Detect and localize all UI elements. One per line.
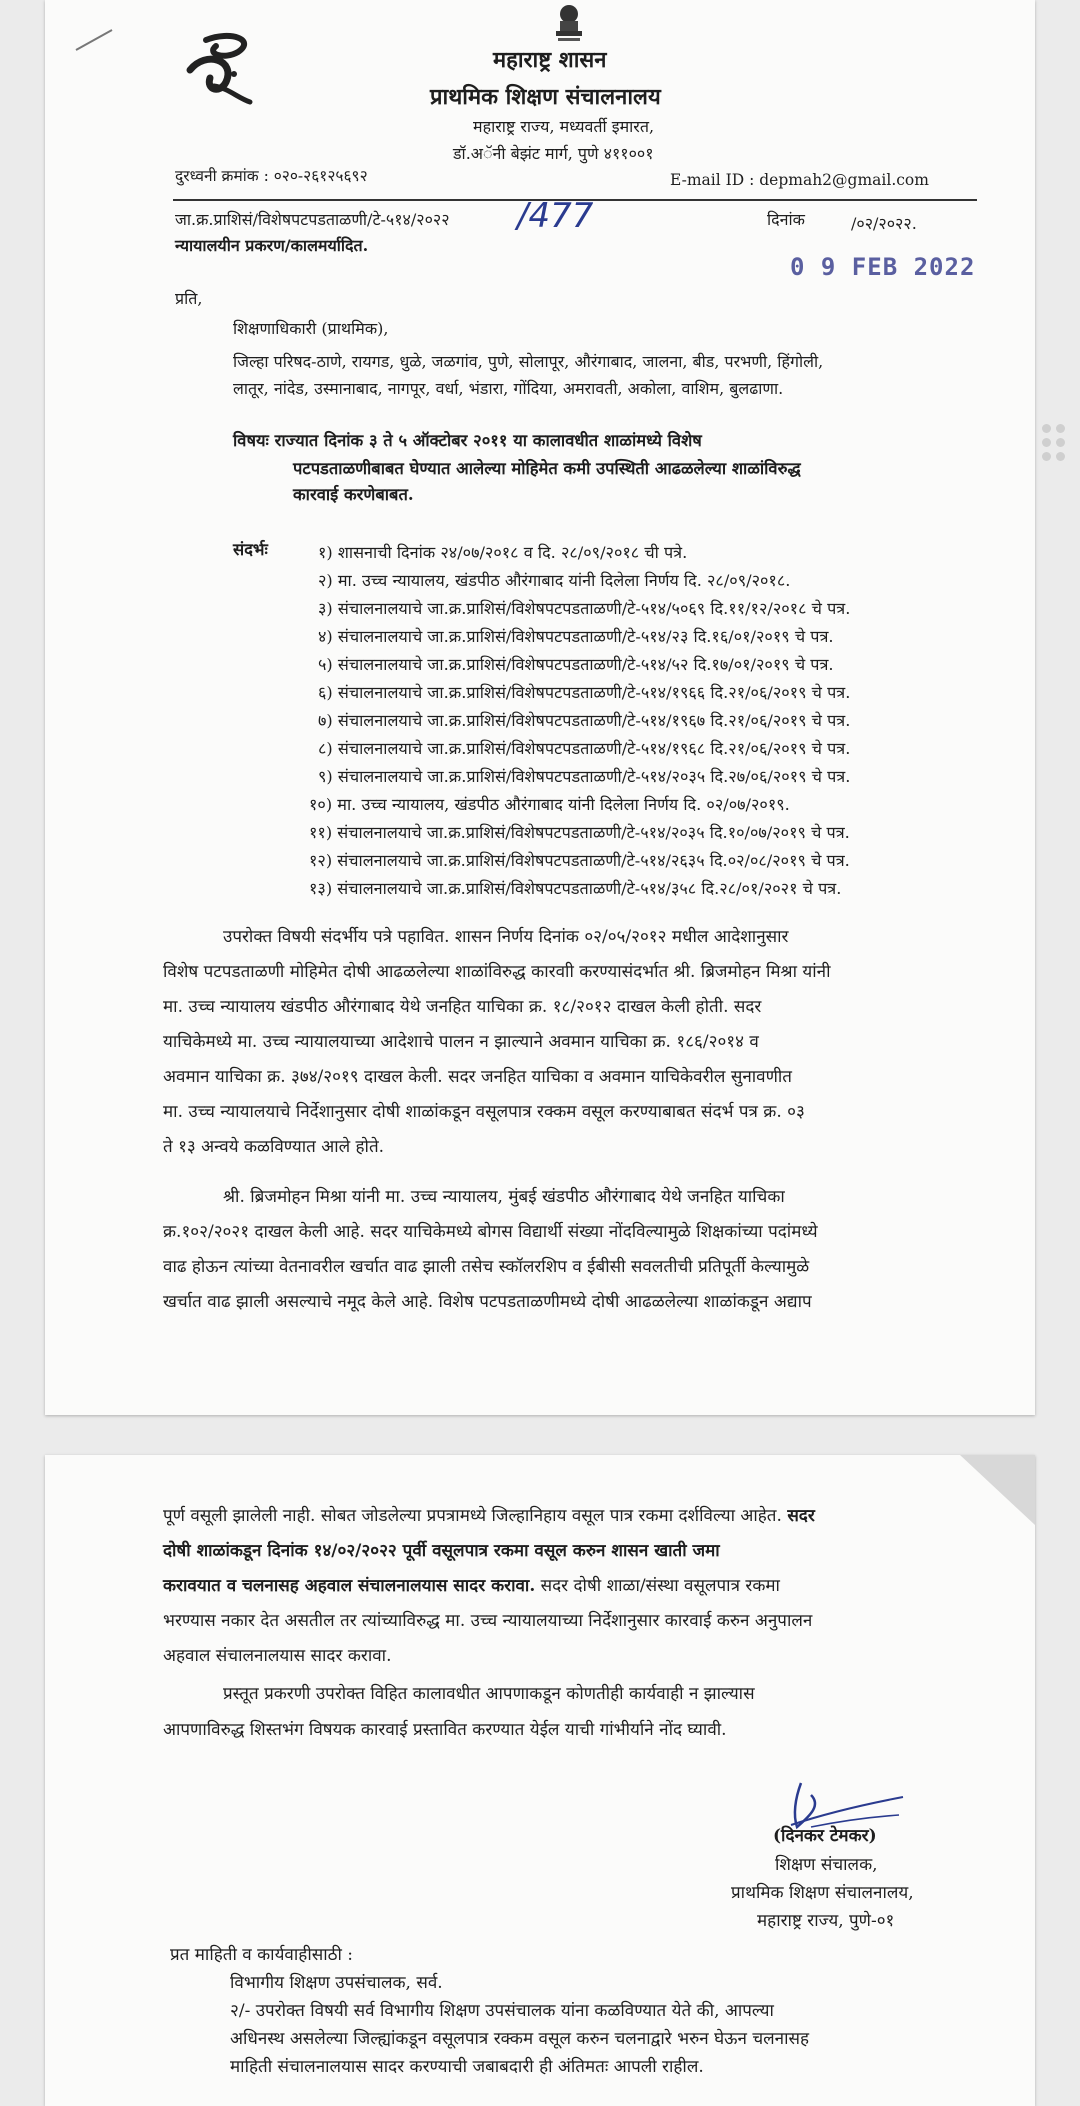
para1-line: उपरोक्त विषयी संदर्भीय पत्रे पहावित. शासन निर्णय दिनांक ०२/०५/२०१२ मधील आदेशानुसार <box>223 927 789 947</box>
reference-item: १२) संचालनालयाचे जा.क्र.प्राशिसं/विशेषपटपडताळणी/टे-५१४/२६३५ दि.०२/०८/२०१९ चे पत्र. <box>309 851 850 870</box>
reference-item: ११) संचालनालयाचे जा.क्र.प्राशिसं/विशेषपटपडताळणी/टे-५१४/२०३५ दि.१०/०७/२०१९ चे पत्र. <box>309 823 850 842</box>
copy-note-line: २/- उपरोक्त विषयी सर्व विभागीय शिक्षण उपसंचालक यांना कळविण्यात येते की, आपल्या <box>230 2001 774 2021</box>
para3-text: पूर्ण वसूली झालेली नाही. सोबत जोडलेल्या प्रपत्रामध्ये जिल्हानिहाय वसूल पात्र रकमा दर्शविल्या आहेत. <box>163 1506 782 1526</box>
para3-text: सदर दोषी शाळा/संस्था वसूलपात्र रकमा <box>540 1576 780 1596</box>
reference-item: ४) संचालनालयाचे जा.क्र.प्राशिसं/विशेषपटपडताळणी/टे-५१४/२३ दि.१६/०१/२०१९ चे पत्र. <box>318 627 834 646</box>
para1-line: विशेष पटपडताळणी मोहिमेत दोषी आढळलेल्या शाळांविरुद्ध कारवाी करण्यासंदर्भात श्री. ब्रिजमोहन मिश्रा यांनी <box>163 962 831 982</box>
subject-line-2: पटपडताळणीबाबत घेण्यात आलेल्या मोहिमेत कमी उपस्थिती आढळलेल्या शाळांविरुद्ध <box>293 459 801 478</box>
office-title: प्राथमिक शिक्षण संचालनालय <box>430 84 661 110</box>
reference-item: ३) संचालनालयाचे जा.क्र.प्राशिसं/विशेषपटपडताळणी/टे-५१४/५०६९ दि.११/१२/२०१८ चे पत्र. <box>318 599 851 618</box>
to-label: प्रति, <box>175 289 203 308</box>
para4-line: प्रस्तूत प्रकरणी उपरोक्त विहित कालावधीत आपणाकडून कोणतीही कार्यवाही न झाल्यास <box>223 1684 755 1704</box>
reference-item: ९) संचालनालयाचे जा.क्र.प्राशिसं/विशेषपटपडताळणी/टे-५१४/२०३५ दि.२७/०६/२०१९ चे पत्र. <box>318 767 851 786</box>
received-date-stamp: 0 9 FEB 2022 <box>790 253 976 281</box>
signatory-title: शिक्षण संचालक, <box>775 1855 878 1875</box>
para3-bold-text: करावयात व चलनासह अहवाल संचालनालयास सादर करावा. <box>163 1576 536 1596</box>
para1-line: मा. उच्च न्यायालय खंडपीठ औरंगाबाद येथे जनहित याचिका क्र. १८/२०१२ दाखल केली होती. सदर <box>163 997 762 1017</box>
date-value: /०२/२०२२. <box>851 214 917 233</box>
address-line-2: डॉ.अॅनी बेझंट मार्ग, पुणे ४११००१ <box>453 144 654 163</box>
para1-line: मा. उच्च न्यायालयाचे निर्देशानुसार दोषी शाळांकडून वसूलपात्र रक्कम वसूल करण्याबाबत संदर्भ पत्र क्र. ०३ <box>163 1102 805 1122</box>
para3-line <box>163 1573 780 1596</box>
subject-line-3: कारवाई करणेबाबत. <box>293 485 414 504</box>
scan-mark-icon <box>72 24 118 54</box>
para1-line: याचिकेमध्ये मा. उच्च न्यायालयाच्या आदेशाचे पालन न झाल्याने अवमान याचिका क्र. १८६/२०१४ व <box>163 1032 759 1052</box>
copy-recipient: विभागीय शिक्षण उपसंचालक, सर्व. <box>230 1973 443 1993</box>
para2-line: वाढ होऊन त्यांच्या वेतनावरील खर्चात वाढ झाली तसेच स्कॉलरशिप व ईबीसी सवलतीची प्रतिपूर्ती केल्यामुळे <box>163 1257 810 1277</box>
para2-line: खर्चात वाढ झाली असल्याचे नमूद केले आहे. विशेष पटपडताळणीमध्ये दोषी आढळलेल्या शाळांकडून अद्याप <box>163 1292 812 1312</box>
recipient-line-3: लातूर, नांदेड, उस्मानाबाद, नागपूर, वर्धा, भंडारा, गोंदिया, अमरावती, अकोला, वाशिम, बुलढाणा. <box>233 379 784 398</box>
copy-label: प्रत माहिती व कार्यवाहीसाठी : <box>170 1945 354 1965</box>
handwritten-inward-number: /477 <box>517 196 594 236</box>
para3-line: अहवाल संचालनालयास सादर करावा. <box>163 1646 392 1666</box>
recipient-line-1: शिक्षणाधिकारी (प्राथमिक), <box>233 319 389 338</box>
para3-line-bold: दोषी शाळांकडून दिनांक १४/०२/२०२२ पूर्वी वसूलपात्र रकमा वसूल करुन शासन खाती जमा <box>163 1541 720 1561</box>
reference-item: ८) संचालनालयाचे जा.क्र.प्राशिसं/विशेषपटपडताळणी/टे-५१४/१९६८ दि.२१/०६/२०१९ चे पत्र. <box>318 739 851 758</box>
para3-bold-text: सदर <box>787 1506 815 1526</box>
references-label: संदर्भः <box>233 540 268 559</box>
reference-number: जा.क्र.प्राशिसं/विशेषपटपडताळणी/टे-५१४/२०२२ <box>175 210 450 229</box>
drag-handle-icon[interactable] <box>1042 424 1072 474</box>
reference-item: ७) संचालनालयाचे जा.क्र.प्राशिसं/विशेषपटपडताळणी/टे-५१४/१९६७ दि.२१/०६/२०१९ चे पत्र. <box>318 711 851 730</box>
signatory-place: महाराष्ट्र राज्य, पुणे-०१ <box>757 1911 895 1931</box>
govt-title: महाराष्ट्र शासन <box>493 47 607 73</box>
reference-item: ६) संचालनालयाचे जा.क्र.प्राशिसं/विशेषपटपडताळणी/टे-५१४/१९६६ दि.२१/०६/२०१९ चे पत्र. <box>318 683 851 702</box>
para3-line: भरण्यास नकार देत असतील तर त्यांच्याविरुद्ध मा. उच्च न्यायालयाच्या निर्देशानुसार कारवाई करुन अनुपालन <box>163 1611 813 1631</box>
email-id: E-mail ID : depmah2@gmail.com <box>670 171 929 189</box>
date-label: दिनांक <box>767 210 805 229</box>
para1-line: अवमान याचिका क्र. ३७४/२०१९ दाखल केली. सदर जनहित याचिका व अवमान याचिकेवरील सुनावणीत <box>163 1067 793 1087</box>
para3-line <box>163 1503 815 1526</box>
national-emblem-icon <box>548 2 590 46</box>
document-page-1 <box>45 0 1035 1415</box>
reference-item: १३) संचालनालयाचे जा.क्र.प्राशिसं/विशेषपटपडताळणी/टे-५१४/३५८ दि.२८/०१/२०२१ चे पत्र. <box>309 879 842 898</box>
document-page-2 <box>45 1455 1035 2106</box>
address-line-1: महाराष्ट्र राज्य, मध्यवर्ती इमारत, <box>473 117 655 136</box>
department-logo <box>176 30 286 110</box>
para2-line: क्र.१०२/२०२१ दाखल केली आहे. सदर याचिकेमध्ये बोगस विद्यार्थी संख्या नोंदविल्यामुळे शिक्षकांच्या पदांमध्ये <box>163 1222 818 1242</box>
subject-line-1: विषयः राज्यात दिनांक ३ ते ५ ऑक्टोबर २०११ या कालावधीत शाळांमध्ये विशेष <box>233 431 702 450</box>
reference-item: ५) संचालनालयाचे जा.क्र.प्राशिसं/विशेषपटपडताळणी/टे-५१४/५२ दि.१७/०१/२०१९ चे पत्र. <box>318 655 834 674</box>
reference-item: १०) मा. उच्च न्यायालय, खंडपीठ औरंगाबाद यांनी दिलेला निर्णय दि. ०२/०७/२०१९. <box>309 795 790 814</box>
copy-note-line: अधिनस्थ असलेल्या जिल्ह्यांकडून वसूलपात्र रक्कम वसूल करुन चलनाद्वारे भरुन घेऊन चलनासह <box>230 2029 810 2049</box>
copy-note-line: माहिती संचालनालयास सादर करण्याची जबाबदारी ही अंतिमतः आपली राहील. <box>230 2057 704 2077</box>
signatory-office: प्राथमिक शिक्षण संचालनालय, <box>731 1883 914 1903</box>
court-case-note: न्यायालयीन प्रकरण/कालमर्यादित. <box>175 236 369 255</box>
para4-line: आपणाविरुद्ध शिस्तभंग विषयक कारवाई प्रस्तावित करण्यात येईल याची गांभीर्याने नोंद घ्यावी. <box>163 1720 727 1740</box>
phone-number: दुरध्वनी क्रमांक : ०२०-२६१२५६९२ <box>175 167 368 185</box>
signatory-name: (दिनकर टेमकर) <box>773 1826 877 1846</box>
reference-item: २) मा. उच्च न्यायालय, खंडपीठ औरंगाबाद यांनी दिलेला निर्णय दि. २८/०९/२०१८. <box>318 571 791 590</box>
para2-line: श्री. ब्रिजमोहन मिश्रा यांनी मा. उच्च न्यायालय, मुंबई खंडपीठ औरंगाबाद येथे जनहित याचिका <box>223 1187 785 1207</box>
para1-line: ते १३ अन्वये कळविण्यात आले होते. <box>163 1137 385 1157</box>
recipient-line-2: जिल्हा परिषद-ठाणे, रायगड, धुळे, जळगांव, पुणे, सोलापूर, औरंगाबाद, जालना, बीड, परभणी, हिंगोली, <box>233 352 824 371</box>
page-curl-shadow <box>950 1455 1035 1535</box>
reference-item: १) शासनाची दिनांक २४/०७/२०१८ व दि. २८/०९/२०१८ ची पत्रे. <box>318 543 688 562</box>
